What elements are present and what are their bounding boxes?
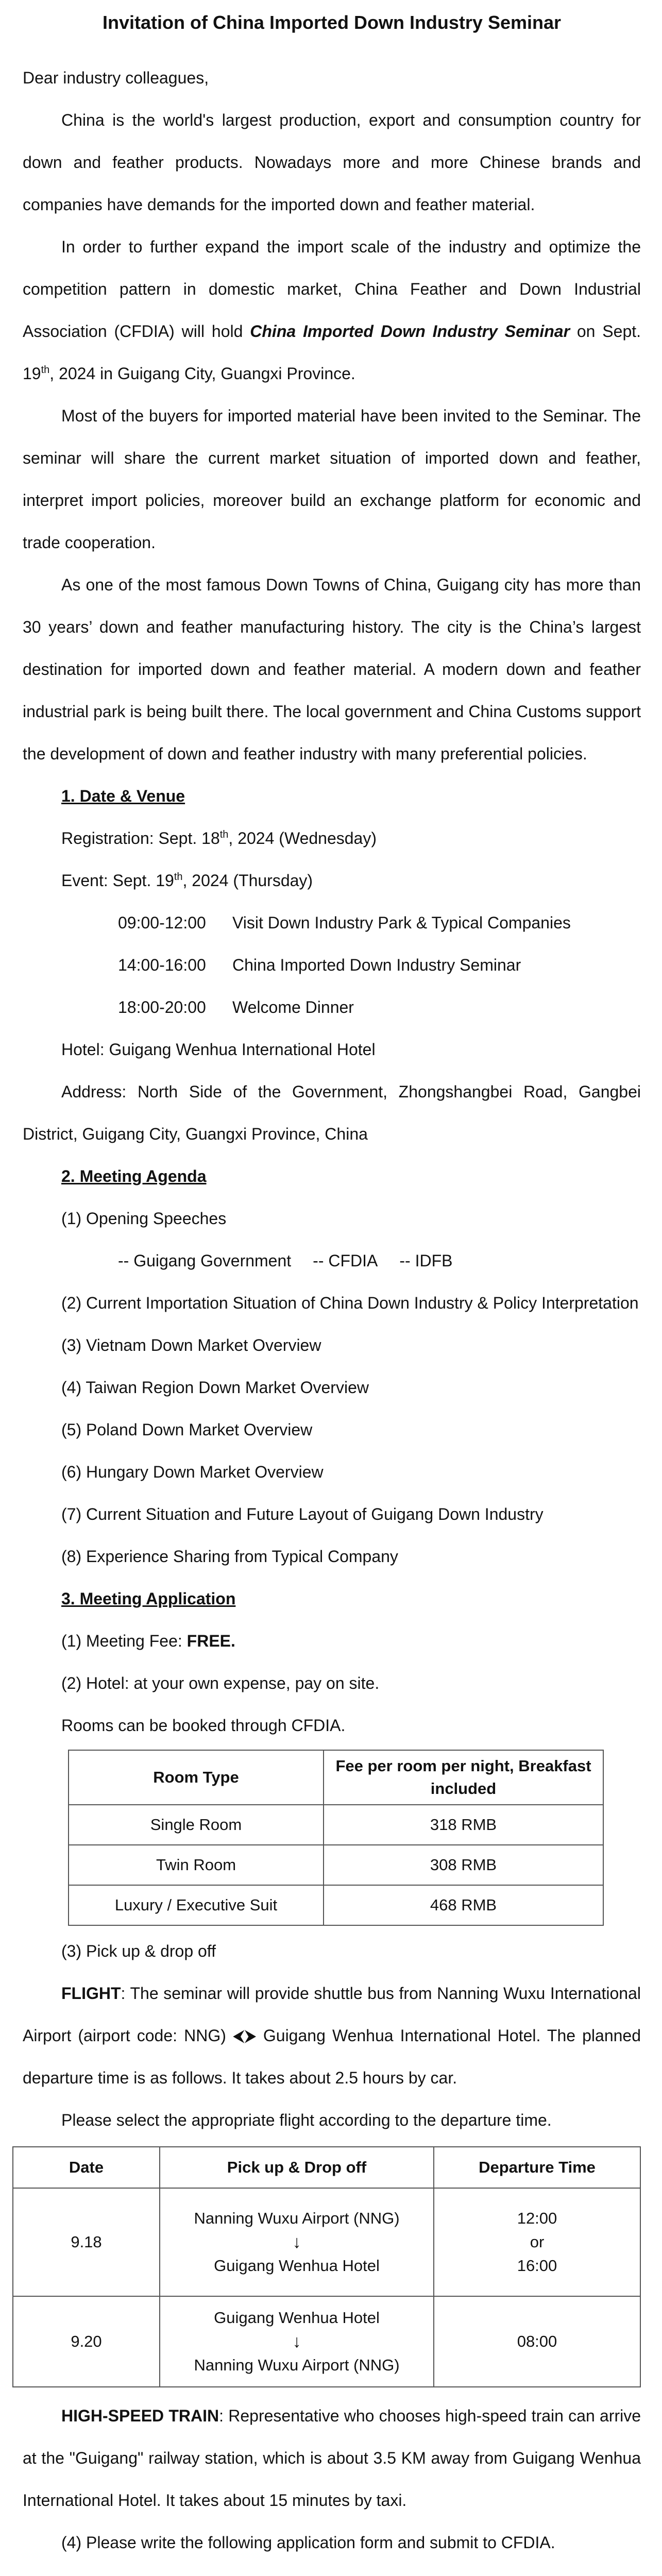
intro-paragraph-1: China is the world's largest production, export and consumption country for down and feather products. Nowadays more and more Chinese brands and companies have demands for the imported down and feather material. (23, 111, 641, 214)
agenda-item: (6) Hungary Down Market Overview (61, 1463, 324, 1481)
hotel-payment-line: (2) Hotel: at your own expense, pay on site. (61, 1674, 380, 1692)
agenda-item: (2) Current Importation Situation of China Down Industry & Policy Interpretation (61, 1294, 639, 1312)
table-cell: Luxury / Executive Suit (69, 1885, 324, 1925)
table-cell: 9.20 (13, 2296, 160, 2387)
meeting-fee: (1) Meeting Fee: FREE. (61, 1632, 235, 1650)
contact-person (23, 2564, 641, 2576)
table-cell: 308 RMB (324, 1845, 603, 1885)
table-row (13, 2188, 640, 2296)
agenda-item: (7) Current Situation and Future Layout of Guigang Down Industry (61, 1505, 544, 1523)
schedule-item: 18:00-20:00 Welcome Dinner (118, 998, 354, 1016)
agenda-item: (5) Poland Down Market Overview (61, 1420, 313, 1439)
table-row (69, 1845, 603, 1885)
round-trip-arrows-icon: ⮜⮞ (232, 2026, 257, 2045)
agenda-item: (1) Opening Speeches (61, 1209, 227, 1228)
table-header-cell: Room Type (69, 1750, 324, 1805)
table-cell: Twin Room (69, 1845, 324, 1885)
table-cell: 08:00 (434, 2296, 640, 2387)
shuttle-schedule-table (12, 2146, 641, 2387)
table-header-row (69, 1750, 603, 1805)
intro-paragraph-3: Most of the buyers for imported material have been invited to the Seminar. The seminar will share the current market situation of imported down and feather, interpret import policies, moreover build an exchange platform for economic and trade cooperation. (23, 406, 641, 552)
table-cell: 12:00 or 16:00 (434, 2188, 640, 2296)
address-line: Address: North Side of the Government, Zhongshangbei Road, Gangbei District, Guigang City, Guangxi Province, China (23, 1082, 641, 1143)
agenda-speakers: -- Guigang Government -- CFDIA -- IDFB (118, 1251, 453, 1270)
intro-paragraph-4: As one of the most famous Down Towns of China, Guigang city has more than 30 years’ down and feather manufacturing history. The city is the China’s largest destination for imported down and feather material. A modern down and feather industrial park is being built there. The local government and China Customs support the development of down and feather industry with many preferential policies. (23, 575, 641, 763)
section-heading-date-venue: 1. Date & Venue (61, 787, 185, 805)
table-cell: Guigang Wenhua Hotel ↓ Nanning Wuxu Airport (NNG) (160, 2296, 434, 2387)
down-arrow-icon: ↓ (292, 2232, 301, 2252)
table-header-cell: Departure Time (434, 2147, 640, 2188)
pickup-line: (3) Pick up & drop off (61, 1942, 216, 1960)
document-page (23, 0, 641, 2576)
agenda-item: (3) Vietnam Down Market Overview (61, 1336, 321, 1354)
table-cell: 468 RMB (324, 1885, 603, 1925)
table-row (13, 2296, 640, 2387)
flight-paragraph: FLIGHT: The seminar will provide shuttle bus from Nanning Wuxu International Airport (airport code: NNG) ⮜⮞ Guigang Wenhua International Hotel. The planned departure time is as follows. It takes about 2.5 hours by car. (23, 1984, 641, 2087)
intro-paragraph-2: In order to further expand the import scale of the industry and optimize the competition pattern in domestic market, China Feather and Down Industrial Association (CFDIA) will hold China Imported Down Industry Seminar on Sept. 19th, 2024 in Guigang City, Guangxi Province. (23, 238, 641, 383)
table-row (69, 1805, 603, 1845)
down-arrow-icon: ↓ (292, 2332, 301, 2351)
train-paragraph: HIGH-SPEED TRAIN: Representative who chooses high-speed train can arrive at the "Guigang" railway station, which is about 3.5 KM away from Guigang Wenhua International Hotel. It takes about 15 minutes by taxi. (23, 2406, 641, 2510)
greeting: Dear industry colleagues, (23, 69, 209, 87)
rooms-booking-line: Rooms can be booked through CFDIA. (61, 1716, 346, 1735)
room-fee-table (68, 1750, 604, 1926)
table-header-row (13, 2147, 640, 2188)
event-date: Event: Sept. 19th, 2024 (Thursday) (61, 871, 313, 890)
section-heading-application: 3. Meeting Application (61, 1589, 236, 1608)
agenda-item: (8) Experience Sharing from Typical Company (61, 1547, 398, 1566)
table-header-cell: Date (13, 2147, 160, 2188)
table-header-cell: Fee per room per night, Breakfast included (324, 1750, 603, 1805)
table-header-cell: Pick up & Drop off (160, 2147, 434, 2188)
schedule-item: 14:00-16:00 China Imported Down Industry Seminar (118, 956, 521, 974)
application-form-line: (4) Please write the following application form and submit to CFDIA. (61, 2533, 555, 2552)
section-heading-agenda: 2. Meeting Agenda (61, 1167, 207, 1185)
hotel-line: Hotel: Guigang Wenhua International Hotel (61, 1040, 376, 1059)
agenda-item: (4) Taiwan Region Down Market Overview (61, 1378, 369, 1397)
document-title: Invitation of China Imported Down Industry Seminar (102, 12, 562, 33)
table-cell: Single Room (69, 1805, 324, 1845)
registration-date: Registration: Sept. 18th, 2024 (Wednesday) (61, 829, 377, 848)
table-cell: Nanning Wuxu Airport (NNG) ↓ Guigang Wenhua Hotel (160, 2188, 434, 2296)
seminar-name: China Imported Down Industry Seminar (250, 322, 570, 341)
table-row (69, 1885, 603, 1925)
select-flight-line: Please select the appropriate flight according to the departure time. (61, 2111, 552, 2129)
schedule-item: 09:00-12:00 Visit Down Industry Park & Typical Companies (118, 913, 571, 932)
table-cell: 9.18 (13, 2188, 160, 2296)
table-cell: 318 RMB (324, 1805, 603, 1845)
